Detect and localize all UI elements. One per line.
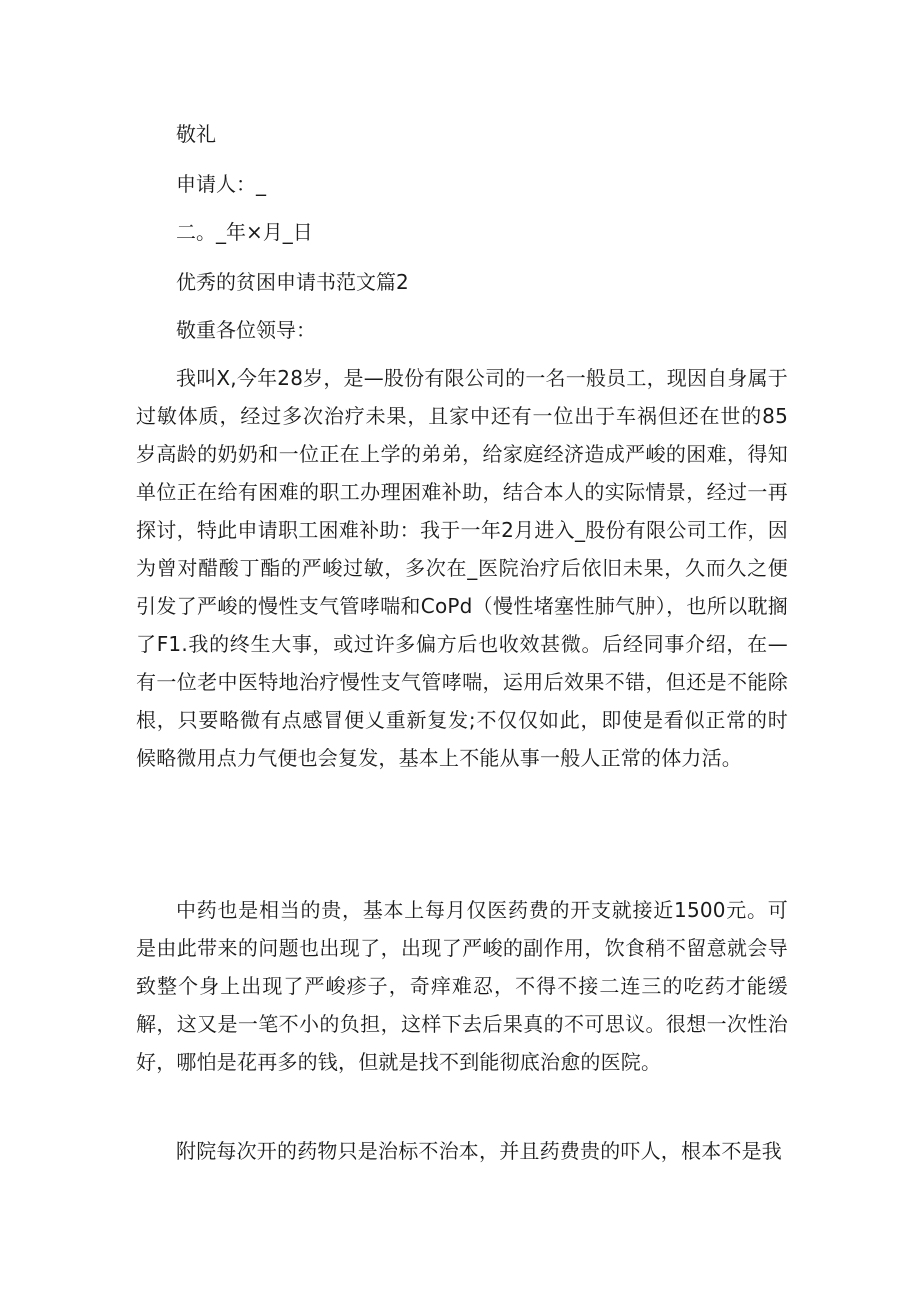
closing-salutation: 敬礼 [176, 122, 216, 146]
paragraph-2: 中药也是相当的贵，基本上每月仅医药费的开支就接近1500元。可是由此带来的问题也出现了，出现了严峻的副作用，饮食稍不留意就会导致整个身上出现了严峻疹子，奇痒难忍，不得不接二连三的吃药才能缓解，这又是一笔不小的负担，这样下去后果真的不可思议。很想一次性治好，哪怕是花再多的钱，但就是找不到能彻底治愈的医院。 [136, 898, 788, 1074]
paragraph-3: 附院每次开的药物只是治标不治本，并且药费贵的吓人，根本不是我 [176, 1139, 782, 1163]
date-line: 二。_年×月_日 [176, 220, 313, 244]
paragraph-1: 我叫X,今年28岁，是—股份有限公司的一名一般员工，现因自身属于过敏体质，经过多次治疗未果，且家中还有一位出于车祸但还在世的85岁高龄的奶奶和一位正在上学的弟弟，给家庭经济造成严峻的困难，得知单位正在给有困难的职工办理困难补助，结合本人的实际情景，经过一再探讨，特此申请职工困难补助：我于一年2月进入_股份有限公司工作，因为曾对醋酸丁酯的严峻过敏，多次在_医院治疗后依旧未果，久而久之便引发了严峻的慢性支气管哮喘和CoPd（慢性堵塞性肺气肿），也所以耽搁了F1.我的终生大事，或过许多偏方后也收效甚微。后经同事介绍，在—有一位老中医特地治疗慢性支气管哮喘，运用后效果不错，但还是不能除根，只要略微有点感冒便乂重新复发;不仅仅如此，即使是看似正常的时候略微用点力气便也会复发，基本上不能从事一般人正常的体力活。 [136, 366, 788, 770]
greeting-line: 敬重各位领导： [176, 318, 316, 342]
section-title: 优秀的贫困申请书范文篇2 [176, 270, 409, 294]
applicant-line: 申请人：_ [176, 172, 266, 196]
